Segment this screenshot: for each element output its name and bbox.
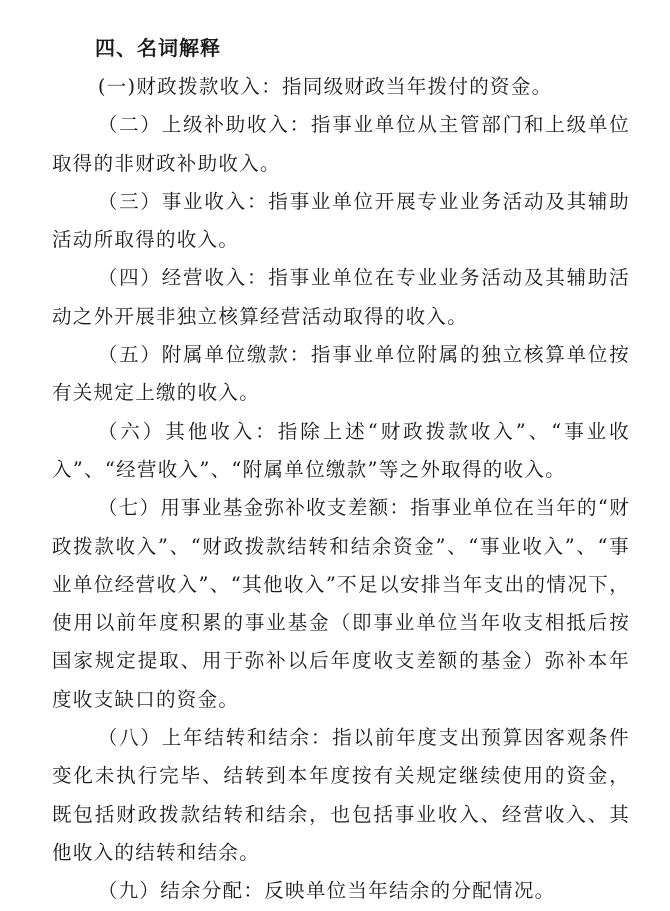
definition-surplus-distribution: （九）结余分配：反映单位当年结余的分配情况。 [97,879,556,903]
definition-business-fund-offset: （七）用事业基金弥补收支差额：指事业单位在当年的“财政拨款收入”、“财政拨款结转和结余资金”、“事业收入”、“事业单位经营收入”、“其他收入”不足以安排当年支出的情况下，使用以前年度积累的事业基金（即事业单位当年收支相抵后按国家规定提取、用于弥补以后年度收支差额的基金）弥补本年度收支缺口的资金。 [52,496,630,711]
section-heading: 四、名词解释 [95,36,221,60]
definition-business-income: （三）事业收入：指事业单位开展专业业务活动及其辅助活动所取得的收入。 [52,189,630,252]
definition-affiliated-unit-payment: （五）附属单位缴款：指事业单位附属的独立核算单位按有关规定上缴的收入。 [52,343,630,405]
definitions-list [52,68,630,911]
definition-operating-income: （四）经营收入：指事业单位在专业业务活动及其辅助活动之外开展非独立核算经营活动取得的收入。 [52,266,630,328]
definition-other-income: （六）其他收入：指除上述“财政拨款收入”、“事业收入”、“经营收入”、“附属单位缴款”等之外取得的收入。 [52,419,630,481]
definition-fiscal-appropriation-income: (一)财政拨款收入：指同级财政当年拨付的资金。 [97,75,553,98]
definition-prior-year-carryover: （八）上年结转和结余：指以前年度支出预算因客观条件变化未执行完毕、结转到本年度按有关规定继续使用的资金，既包括财政拨款结转和结余，也包括事业收入、经营收入、其他收入的结转和结余。 [52,726,630,864]
definition-superior-subsidy-income: （二）上级补助收入：指事业单位从主管部门和上级单位取得的非财政补助收入。 [52,113,630,175]
